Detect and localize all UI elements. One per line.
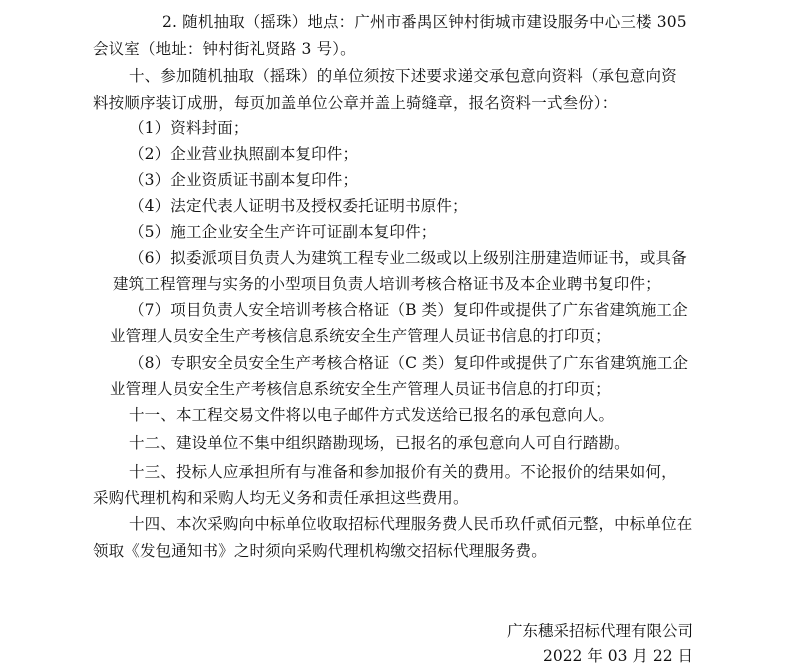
- material-item-8-line2: 业管理人员安全生产考核信息系统安全生产管理人员证书信息的打印页；: [110, 380, 611, 398]
- material-item-5: （5）施工企业安全生产许可证副本复印件；: [129, 223, 437, 241]
- section11: 十一、本工程交易文件将以电子邮件方式发送给已报名的承包意向人。: [129, 406, 615, 424]
- item2-line2: 会议室（地址：钟村街礼贤路 3 号）。: [93, 40, 356, 58]
- section12: 十二、建设单位不集中组织踏勘现场，已报名的承包意向人可自行踏勘。: [129, 434, 630, 452]
- section13-line1: 十三、投标人应承担所有与准备和参加报价有关的费用。不论报价的结果如何，: [129, 463, 677, 481]
- material-item-7-line1: （7）项目负责人安全培训考核合格证（B 类）复印件或提供了广东省建筑施工企: [129, 301, 688, 319]
- material-item-8-line1: （8）专职安全员安全生产考核合格证（C 类）复印件或提供了广东省建筑施工企: [129, 354, 689, 372]
- section14-line2: 领取《发包通知书》之时须向采购代理机构缴交招标代理服务费。: [93, 542, 547, 560]
- material-item-3: （3）企业资质证书副本复印件；: [129, 171, 359, 189]
- item2-line1: 2. 随机抽取（摇珠）地点：广州市番禺区钟村街城市建设服务中心三楼 305: [162, 13, 687, 31]
- section13-line2: 采购代理机构和采购人均无义务和责任承担这些费用。: [93, 489, 469, 507]
- section14-line1: 十四、本次采购向中标单位收取招标代理服务费人民币玖仟贰佰元整，中标单位在: [129, 515, 693, 533]
- signature-company: 广东穗采招标代理有限公司: [506, 622, 693, 640]
- material-item-6-line1: （6）拟委派项目负责人为建筑工程专业二级或以上级别注册建造师证书，或具备: [129, 249, 687, 267]
- section10-line2: 料按顺序装订成册，每页加盖单位公章并盖上骑缝章，报名资料一式叁份）：: [93, 94, 618, 112]
- material-item-1: （1）资料封面；: [129, 119, 249, 137]
- section10-line1: 十、参加随机抽取（摇珠）的单位须按下述要求递交承包意向资料（承包意向资: [129, 67, 677, 85]
- material-item-6-line2: 建筑工程管理与实务的小型项目负责人培训考核合格证书及本企业聘书复印件；: [113, 275, 661, 293]
- material-item-7-line2: 业管理人员安全生产考核信息系统安全生产管理人员证书信息的打印页；: [110, 327, 611, 345]
- signature-date: 2022 年 03 月 22 日: [542, 647, 693, 665]
- material-item-4: （4）法定代表人证明书及授权委托证明书原件；: [129, 197, 468, 215]
- material-item-2: （2）企业营业执照副本复印件；: [129, 145, 359, 163]
